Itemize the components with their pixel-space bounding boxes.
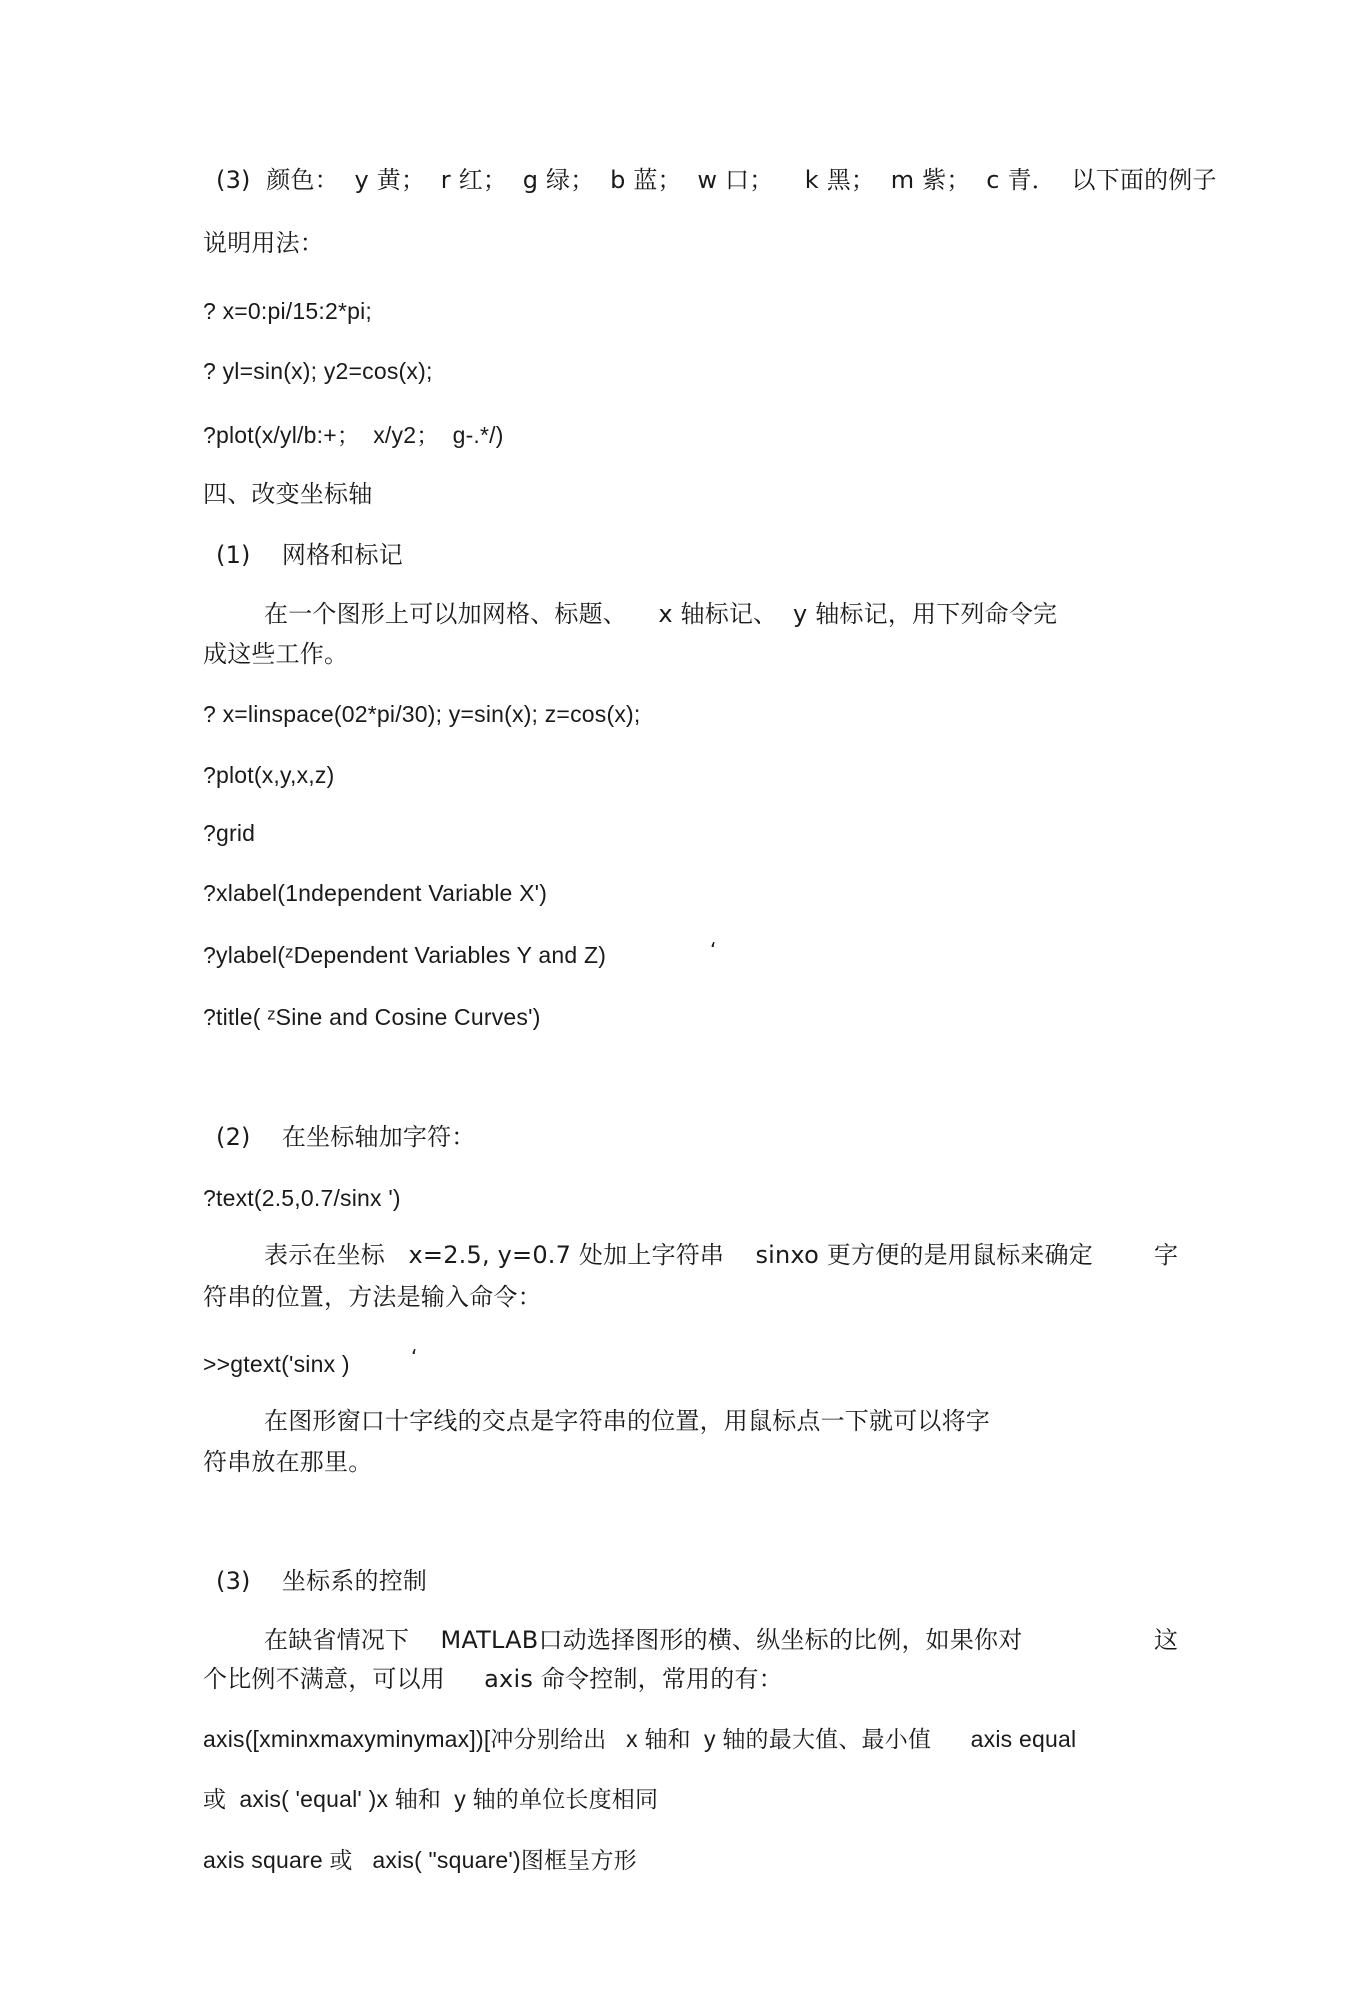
subsection-axis-control: (3) 坐标系的控制 — [216, 1567, 428, 1595]
code-line-axis-equal: 或 axis( 'equal' )x 轴和 y 轴的单位长度相同 — [203, 1786, 659, 1812]
code-line-linspace: ? x=linspace(02*pi/30); y=sin(x); z=cos(x); — [203, 701, 641, 727]
paragraph-axis-line-2: 个比例不满意，可以用 axis 命令控制，常用的有： — [203, 1665, 783, 1693]
code-line-sin-cos: ? yl=sin(x); y2=cos(x); — [203, 358, 433, 384]
paragraph-axis-line-1-tail: 这 — [1154, 1626, 1178, 1654]
code-line-gtext: >>gtext('sinx ) — [203, 1351, 350, 1377]
paragraph-text-line-1-tail: 字 — [1154, 1241, 1178, 1269]
paragraph-text-line-1: 表示在坐标 x=2.5, y=0.7 处加上字符串 sinxo 更方便的是用鼠标来确定 — [264, 1241, 1094, 1269]
code-line-x-range: ? x=0:pi/15:2*pi; — [203, 298, 372, 324]
paragraph-gtext-line-2: 符串放在那里。 — [203, 1448, 373, 1476]
code-line-plot-xyz: ?plot(x,y,x,z) — [203, 762, 335, 788]
stray-quote-mark: ‘ — [710, 938, 717, 962]
color-options-line: (3) 颜色： y 黄； r 红； g 绿； b 蓝； w 口； k 黑； m 紫； c 青． 以下面的例子 — [216, 166, 1217, 194]
subsection-grid-labels: (1) 网格和标记 — [216, 541, 403, 569]
code-line-axis-square: axis square 或 axis( "square')图框呈方形 — [203, 1847, 637, 1873]
paragraph-grid-line-1: 在一个图形上可以加网格、标题、 x 轴标记、 y 轴标记，用下列命令完 — [264, 600, 1058, 628]
stray-quote-mark-2: ‘ — [411, 1345, 418, 1369]
paragraph-gtext-line-1: 在图形窗口十字线的交点是字符串的位置，用鼠标点一下就可以将字 — [264, 1407, 990, 1435]
usage-intro-line: 说明用法： — [203, 229, 324, 257]
code-line-title: ?title( ᶻSine and Cosine Curves') — [203, 1004, 541, 1030]
code-line-plot-styles: ?plot(x/yl/b:+； x/y2； g-.*/) — [203, 422, 504, 448]
code-line-grid: ?grid — [203, 820, 256, 846]
code-line-text: ?text(2.5,0.7/sinx ') — [203, 1185, 401, 1211]
section-heading-axes: 四、改变坐标轴 — [203, 480, 373, 508]
code-line-ylabel: ?ylabel(ᶻDependent Variables Y and Z) — [203, 942, 607, 968]
paragraph-grid-line-2: 成这些工作。 — [203, 640, 349, 668]
subsection-axis-text: (2) 在坐标轴加字符： — [216, 1123, 476, 1151]
code-line-axis-limits: axis([xminxmaxyminymax])[冲分别给出 x 轴和 y 轴的最大值、最小值 axis equal — [203, 1726, 1077, 1752]
code-line-xlabel: ?xlabel(1ndependent Variable X') — [203, 880, 548, 906]
paragraph-axis-line-1: 在缺省情况下 MATLAB口动选择图形的横、纵坐标的比例，如果你对 — [264, 1626, 1023, 1654]
paragraph-text-line-2: 符串的位置，方法是输入命令： — [203, 1283, 542, 1311]
